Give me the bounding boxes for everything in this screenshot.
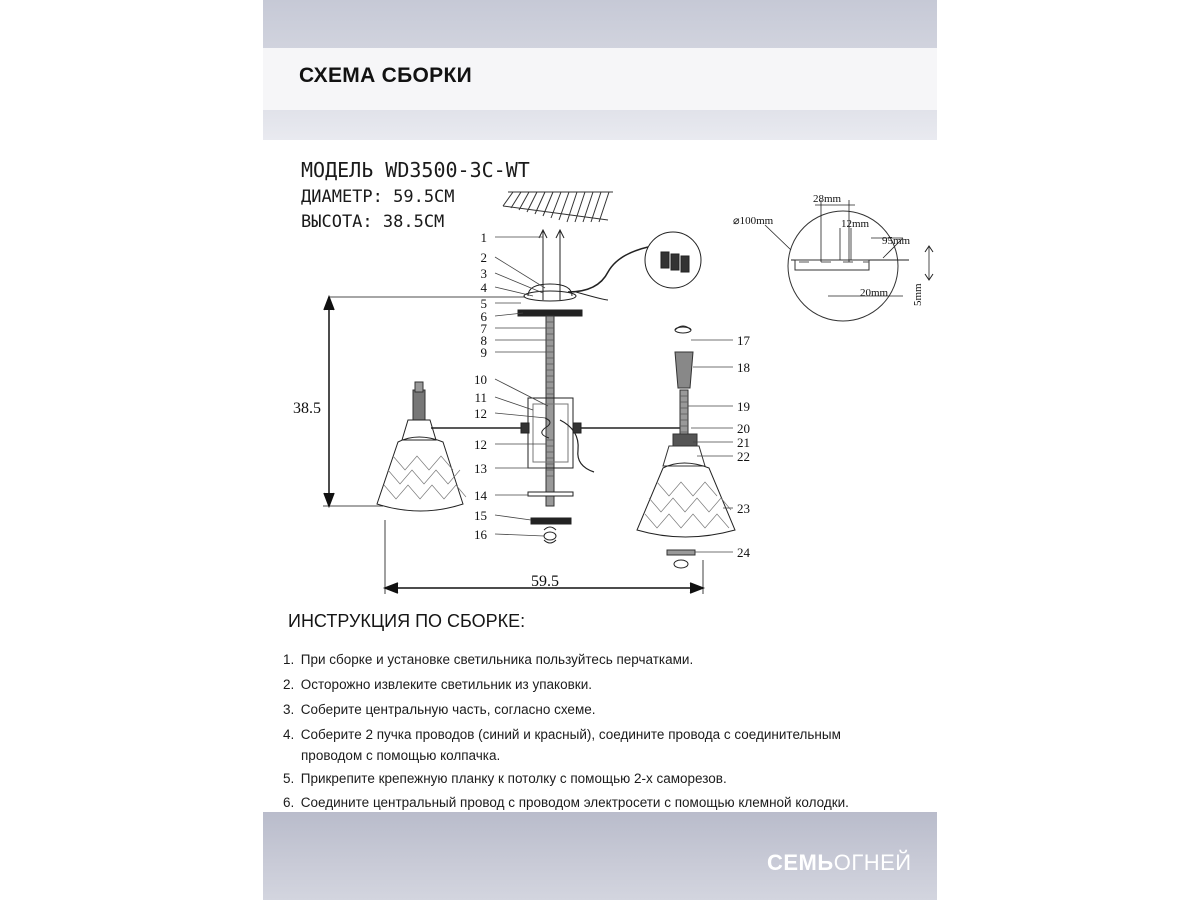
- width-label: 59.5: [531, 573, 559, 590]
- dim-label: 5mm: [912, 283, 924, 306]
- instruction-step: 1. При сборке и установке светильника пользуйтесь перчатками.: [283, 652, 694, 667]
- part-label: 23: [737, 501, 750, 516]
- part-label: 12: [474, 437, 487, 452]
- height-label: 38.5: [293, 400, 321, 417]
- part-label: 4: [480, 280, 487, 295]
- part-label: 14: [474, 488, 487, 503]
- part-label: 15: [474, 508, 487, 523]
- part-label: 20: [737, 421, 750, 436]
- part-label: 24: [737, 545, 750, 560]
- height-spec: ВЫСОТА: 38.5СМ: [301, 212, 445, 232]
- assembly-sheet: [263, 0, 937, 900]
- part-label: 22: [737, 449, 750, 464]
- part-label: 13: [474, 461, 487, 476]
- dim-label: 20mm: [860, 287, 889, 299]
- part-label: 3: [480, 266, 487, 281]
- instruction-step: 6. Соедините центральный провод с проводом электросети с помощью клемной колодки.: [283, 795, 849, 810]
- instruction-step: 2. Осторожно извлеките светильник из упаковки.: [283, 677, 592, 692]
- header-band: [263, 0, 937, 140]
- dim-label: 28mm: [813, 193, 842, 205]
- dim-label: ⌀100mm: [733, 215, 774, 227]
- instruction-step: 3. Соберите центральную часть, согласно схеме.: [283, 702, 596, 717]
- mounting-plate: [518, 310, 582, 316]
- instruction-step: 4. Соберите 2 пучка проводов (синий и красный), соедините провода с соединительным: [283, 727, 841, 742]
- diameter-spec: ДИАМЕТР: 59.5СМ: [301, 187, 455, 207]
- instruction-step-continuation: проводом с помощью колпачка.: [301, 748, 501, 763]
- page-title: СХЕМА СБОРКИ: [299, 64, 472, 87]
- part-label: 8: [480, 333, 487, 348]
- footer-band: [263, 812, 937, 900]
- left-shade: [377, 382, 466, 511]
- assembly-diagram: [263, 180, 937, 600]
- part-label: 9: [480, 345, 487, 360]
- ceiling-hatch: [503, 192, 613, 222]
- right-shade: [637, 326, 735, 568]
- brand-logo: СЕМЬОГНЕЙ: [767, 850, 912, 875]
- part-label: 11: [474, 390, 487, 405]
- part-label: 19: [737, 399, 750, 414]
- part-label: 5: [480, 296, 487, 311]
- dim-label: 12mm: [841, 218, 870, 230]
- part-label: 2: [480, 250, 487, 265]
- part-label: 1: [480, 230, 487, 245]
- instructions-title: ИНСТРУКЦИЯ ПО СБОРКЕ:: [288, 611, 526, 631]
- part-label: 16: [474, 527, 487, 542]
- part-label: 21: [737, 435, 750, 450]
- part-label: 7: [480, 321, 487, 336]
- part-label: 18: [737, 360, 750, 375]
- part-label: 6: [480, 309, 487, 324]
- instruction-step: 5. Прикрепите крепежную планку к потолку с помощью 2-х саморезов.: [283, 771, 727, 786]
- model-spec: МОДЕЛЬ WD3500-3C-WT: [301, 158, 530, 182]
- part-label: 17: [737, 333, 750, 348]
- part-label: 12: [474, 406, 487, 421]
- part-label: 10: [474, 372, 487, 387]
- dim-label: 95mm: [882, 235, 911, 247]
